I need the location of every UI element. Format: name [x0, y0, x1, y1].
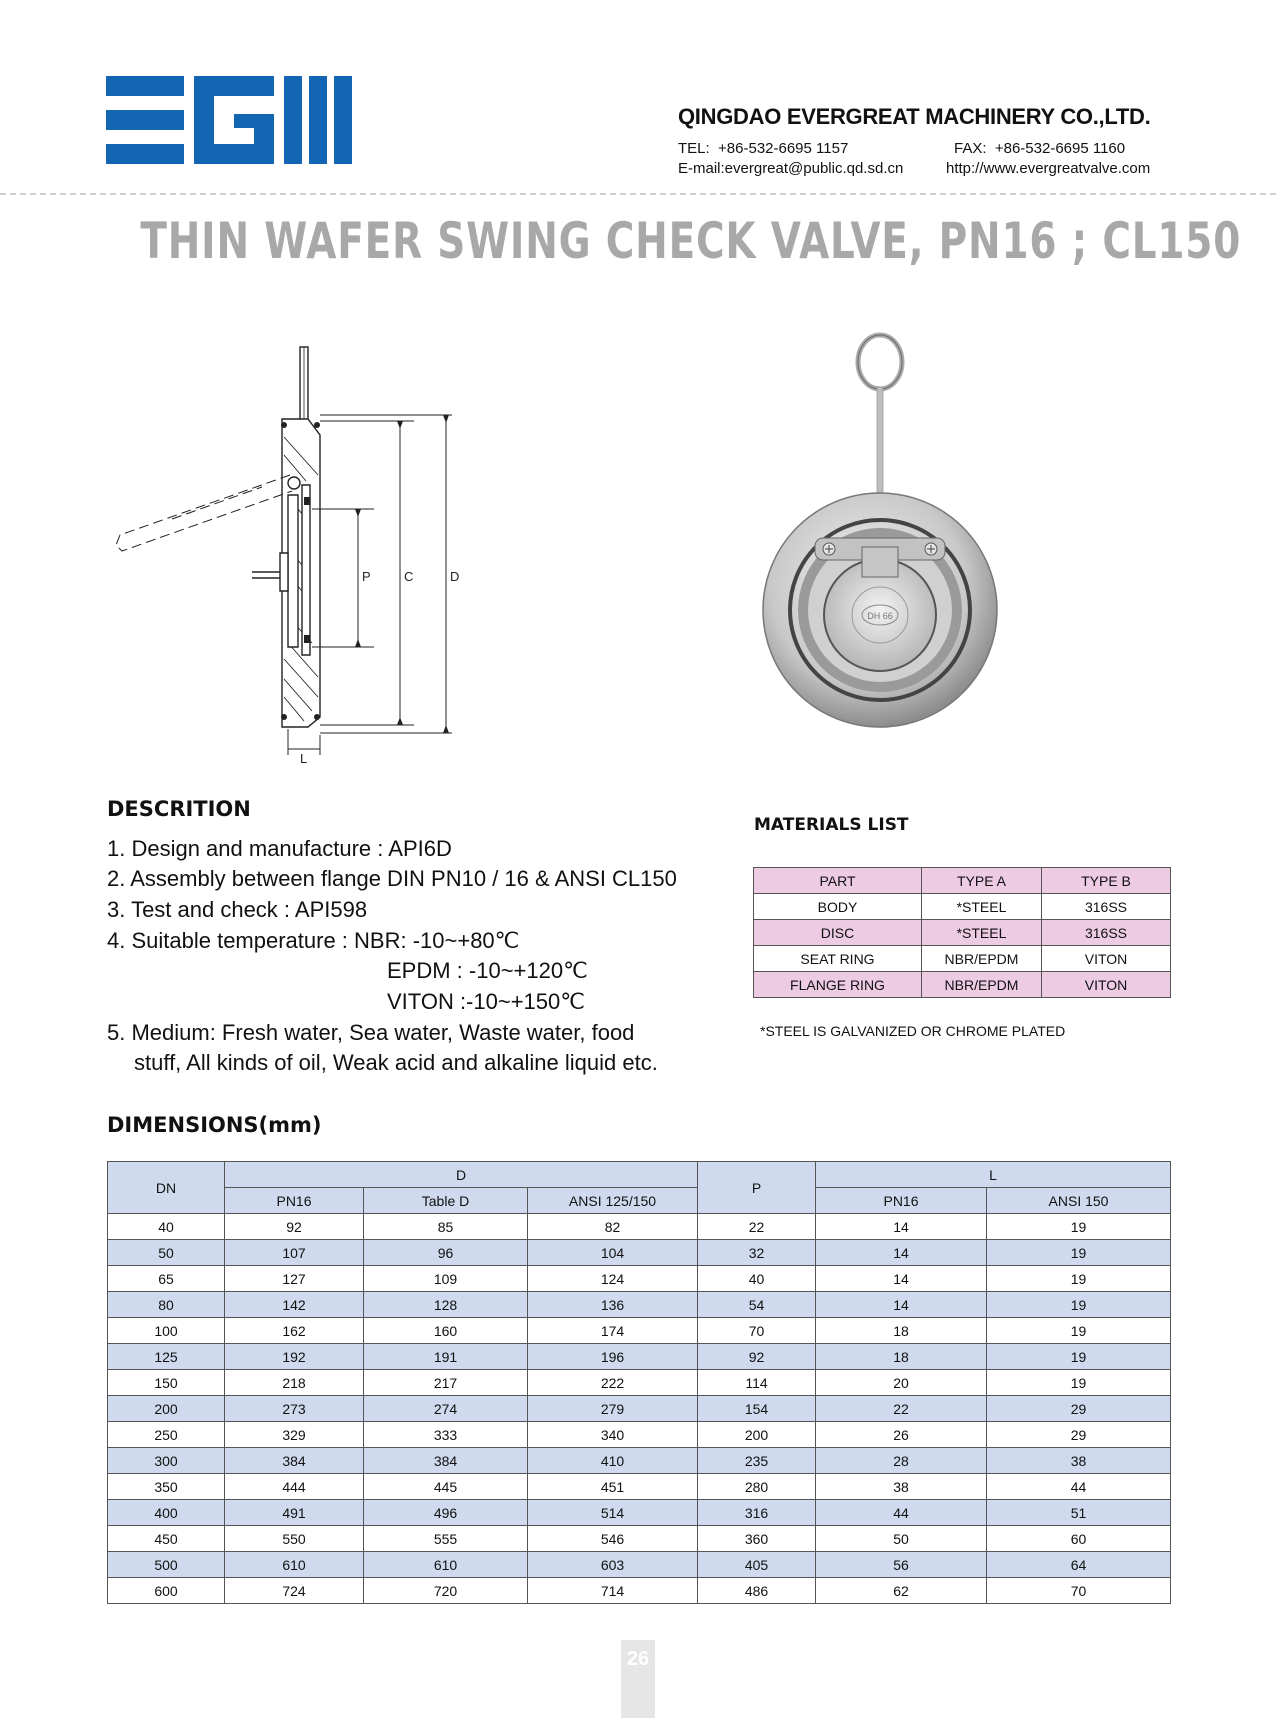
- table-cell: 340: [528, 1422, 698, 1448]
- fax-label: FAX:: [954, 140, 987, 157]
- table-cell: 26: [816, 1422, 987, 1448]
- materials-heading: MATERIALS LIST: [754, 815, 909, 835]
- table-row: [108, 1448, 1171, 1474]
- table-cell: 610: [225, 1552, 364, 1578]
- table-cell: 14: [816, 1214, 987, 1240]
- table-cell: 127: [225, 1266, 364, 1292]
- sub-header: ANSI 150: [987, 1188, 1171, 1214]
- table-cell: 62: [816, 1578, 987, 1604]
- table-cell: 100: [108, 1318, 225, 1344]
- description-item: EPDM : -10~+120℃: [387, 958, 588, 983]
- table-cell: 250: [108, 1422, 225, 1448]
- dimensions-heading: DIMENSIONS(mm): [107, 1113, 322, 1137]
- tel-number: +86-532-6695 1157: [718, 140, 849, 157]
- sub-header: PN16: [816, 1188, 987, 1214]
- column-header: TYPE B: [1042, 868, 1171, 894]
- table-cell: 546: [528, 1526, 698, 1552]
- table-cell: 38: [987, 1448, 1171, 1474]
- table-row: [108, 1526, 1171, 1552]
- table-cell: 384: [225, 1448, 364, 1474]
- table-cell: 360: [698, 1526, 816, 1552]
- tel-label: TEL:: [678, 140, 710, 157]
- table-cell: 50: [108, 1240, 225, 1266]
- table-cell: 18: [816, 1318, 987, 1344]
- table-cell: 28: [816, 1448, 987, 1474]
- table-row: [108, 1396, 1171, 1422]
- sub-header: ANSI 125/150: [528, 1188, 698, 1214]
- table-cell: 109: [364, 1266, 528, 1292]
- table-cell: VITON: [1042, 972, 1171, 998]
- telephone: [678, 140, 848, 157]
- table-cell: 64: [987, 1552, 1171, 1578]
- table-cell: 50: [816, 1526, 987, 1552]
- table-row: [108, 1344, 1171, 1370]
- table-cell: 114: [698, 1370, 816, 1396]
- table-cell: 80: [108, 1292, 225, 1318]
- header-d: D: [225, 1162, 698, 1188]
- table-cell: 19: [987, 1370, 1171, 1396]
- table-cell: 724: [225, 1578, 364, 1604]
- table-cell: 124: [528, 1266, 698, 1292]
- table-row: [108, 1552, 1171, 1578]
- table-row: [108, 1500, 1171, 1526]
- table-cell: 19: [987, 1344, 1171, 1370]
- table-cell: 200: [698, 1422, 816, 1448]
- description-item: stuff, All kinds of oil, Weak acid and alkaline liquid etc.: [134, 1050, 658, 1075]
- table-cell: 18: [816, 1344, 987, 1370]
- page-title: THIN WAFER SWING CHECK VALVE, PN16 ; CL150: [140, 212, 1242, 270]
- table-cell: 405: [698, 1552, 816, 1578]
- table-cell: 150: [108, 1370, 225, 1396]
- table-cell: 107: [225, 1240, 364, 1266]
- disc-marking: DH 66: [867, 611, 893, 621]
- table-row: [108, 1474, 1171, 1500]
- table-cell: 196: [528, 1344, 698, 1370]
- table-row: [108, 1422, 1171, 1448]
- table-cell: 14: [816, 1292, 987, 1318]
- table-cell: 500: [108, 1552, 225, 1578]
- table-cell: 51: [987, 1500, 1171, 1526]
- table-cell: 40: [108, 1214, 225, 1240]
- table-cell: 610: [364, 1552, 528, 1578]
- table-cell: 217: [364, 1370, 528, 1396]
- materials-table: [753, 867, 1171, 998]
- table-cell: BODY: [754, 894, 922, 920]
- table-cell: 384: [364, 1448, 528, 1474]
- description-item: 4. Suitable temperature : NBR: -10~+80℃: [107, 928, 520, 953]
- table-cell: 273: [225, 1396, 364, 1422]
- description-item: 2. Assembly between flange DIN PN10 / 16 & ANSI CL150: [107, 866, 677, 891]
- table-cell: 44: [987, 1474, 1171, 1500]
- header-dn: DN: [108, 1162, 225, 1214]
- materials-row: [754, 946, 1171, 972]
- sub-header: PN16: [225, 1188, 364, 1214]
- table-cell: 60: [987, 1526, 1171, 1552]
- table-cell: 19: [987, 1318, 1171, 1344]
- table-cell: 92: [698, 1344, 816, 1370]
- table-cell: 333: [364, 1422, 528, 1448]
- table-cell: 192: [225, 1344, 364, 1370]
- table-cell: 142: [225, 1292, 364, 1318]
- label-c: C: [404, 569, 414, 584]
- table-cell: 44: [816, 1500, 987, 1526]
- table-cell: 600: [108, 1578, 225, 1604]
- header-l: L: [816, 1162, 1171, 1188]
- table-row: [108, 1578, 1171, 1604]
- sub-header: Table D: [364, 1188, 528, 1214]
- dimensions-group-header-row: [108, 1162, 1171, 1188]
- table-cell: 128: [364, 1292, 528, 1318]
- label-d: D: [450, 569, 460, 584]
- table-cell: 70: [698, 1318, 816, 1344]
- table-cell: 491: [225, 1500, 364, 1526]
- label-p: P: [362, 569, 371, 584]
- table-cell: 316: [698, 1500, 816, 1526]
- table-cell: 19: [987, 1266, 1171, 1292]
- table-cell: *STEEL: [922, 920, 1042, 946]
- table-cell: 32: [698, 1240, 816, 1266]
- label-l: L: [300, 751, 308, 765]
- table-cell: 451: [528, 1474, 698, 1500]
- email-address: E-mail:evergreat@public.qd.sd.cn: [678, 160, 904, 177]
- table-cell: 19: [987, 1214, 1171, 1240]
- column-header: TYPE A: [922, 868, 1042, 894]
- table-cell: 104: [528, 1240, 698, 1266]
- table-cell: 445: [364, 1474, 528, 1500]
- description-heading: DESCRITION: [107, 797, 251, 821]
- table-cell: 316SS: [1042, 920, 1171, 946]
- materials-row: [754, 920, 1171, 946]
- table-cell: NBR/EPDM: [922, 946, 1042, 972]
- table-cell: 20: [816, 1370, 987, 1396]
- table-cell: 496: [364, 1500, 528, 1526]
- table-cell: 329: [225, 1422, 364, 1448]
- table-cell: 316SS: [1042, 894, 1171, 920]
- table-row: [108, 1266, 1171, 1292]
- table-row: [108, 1240, 1171, 1266]
- table-cell: 96: [364, 1240, 528, 1266]
- table-cell: 514: [528, 1500, 698, 1526]
- table-cell: 29: [987, 1422, 1171, 1448]
- table-row: [108, 1214, 1171, 1240]
- table-cell: 125: [108, 1344, 225, 1370]
- table-cell: 154: [698, 1396, 816, 1422]
- table-cell: 486: [698, 1578, 816, 1604]
- table-cell: 14: [816, 1266, 987, 1292]
- fax: [954, 140, 1125, 157]
- materials-header-row: [754, 868, 1171, 894]
- table-cell: VITON: [1042, 946, 1171, 972]
- table-cell: 350: [108, 1474, 225, 1500]
- description-item: VITON :-10~+150℃: [387, 989, 585, 1014]
- table-cell: 82: [528, 1214, 698, 1240]
- table-cell: 222: [528, 1370, 698, 1396]
- table-cell: 400: [108, 1500, 225, 1526]
- dimensions-sub-header-row: [108, 1188, 1171, 1214]
- table-cell: NBR/EPDM: [922, 972, 1042, 998]
- table-cell: 65: [108, 1266, 225, 1292]
- header-divider: [0, 193, 1276, 195]
- website-url: http://www.evergreatvalve.com: [946, 160, 1151, 177]
- table-cell: 191: [364, 1344, 528, 1370]
- table-row: [108, 1292, 1171, 1318]
- table-cell: 279: [528, 1396, 698, 1422]
- table-cell: 444: [225, 1474, 364, 1500]
- table-cell: FLANGE RING: [754, 972, 922, 998]
- table-cell: 38: [816, 1474, 987, 1500]
- table-cell: 136: [528, 1292, 698, 1318]
- table-cell: 603: [528, 1552, 698, 1578]
- table-cell: 29: [987, 1396, 1171, 1422]
- table-cell: 714: [528, 1578, 698, 1604]
- dimensions-body: [108, 1214, 1171, 1604]
- table-cell: 555: [364, 1526, 528, 1552]
- table-cell: 300: [108, 1448, 225, 1474]
- table-cell: 40: [698, 1266, 816, 1292]
- table-cell: 235: [698, 1448, 816, 1474]
- table-cell: 19: [987, 1292, 1171, 1318]
- table-cell: 92: [225, 1214, 364, 1240]
- description-item: 1. Design and manufacture : API6D: [107, 836, 452, 861]
- table-cell: 550: [225, 1526, 364, 1552]
- company-name: QINGDAO EVERGREAT MACHINERY CO.,LTD.: [678, 104, 1151, 129]
- table-cell: 70: [987, 1578, 1171, 1604]
- table-cell: 200: [108, 1396, 225, 1422]
- page-number: 26: [626, 1648, 650, 1670]
- table-cell: SEAT RING: [754, 946, 922, 972]
- table-cell: DISC: [754, 920, 922, 946]
- table-cell: 22: [816, 1396, 987, 1422]
- table-cell: 56: [816, 1552, 987, 1578]
- table-cell: 410: [528, 1448, 698, 1474]
- table-cell: 85: [364, 1214, 528, 1240]
- table-cell: 174: [528, 1318, 698, 1344]
- materials-row: [754, 972, 1171, 998]
- valve-product-image: [750, 325, 1010, 735]
- table-cell: 720: [364, 1578, 528, 1604]
- table-row: [108, 1318, 1171, 1344]
- fax-number: +86-532-6695 1160: [994, 140, 1126, 157]
- table-cell: 19: [987, 1240, 1171, 1266]
- table-cell: 274: [364, 1396, 528, 1422]
- dimensions-table: [107, 1161, 1171, 1604]
- valve-section-drawing: [112, 325, 472, 765]
- header-p: P: [698, 1162, 816, 1214]
- company-logo: [106, 76, 352, 164]
- materials-note: *STEEL IS GALVANIZED OR CHROME PLATED: [760, 1023, 1066, 1039]
- table-cell: 280: [698, 1474, 816, 1500]
- table-row: [108, 1370, 1171, 1396]
- table-cell: 22: [698, 1214, 816, 1240]
- description-item: 3. Test and check : API598: [107, 897, 368, 922]
- table-cell: 160: [364, 1318, 528, 1344]
- table-cell: 14: [816, 1240, 987, 1266]
- column-header: PART: [754, 868, 922, 894]
- materials-row: [754, 894, 1171, 920]
- table-cell: 54: [698, 1292, 816, 1318]
- table-cell: 162: [225, 1318, 364, 1344]
- table-cell: 218: [225, 1370, 364, 1396]
- table-cell: *STEEL: [922, 894, 1042, 920]
- table-cell: 450: [108, 1526, 225, 1552]
- description-item: 5. Medium: Fresh water, Sea water, Waste water, food: [107, 1020, 635, 1045]
